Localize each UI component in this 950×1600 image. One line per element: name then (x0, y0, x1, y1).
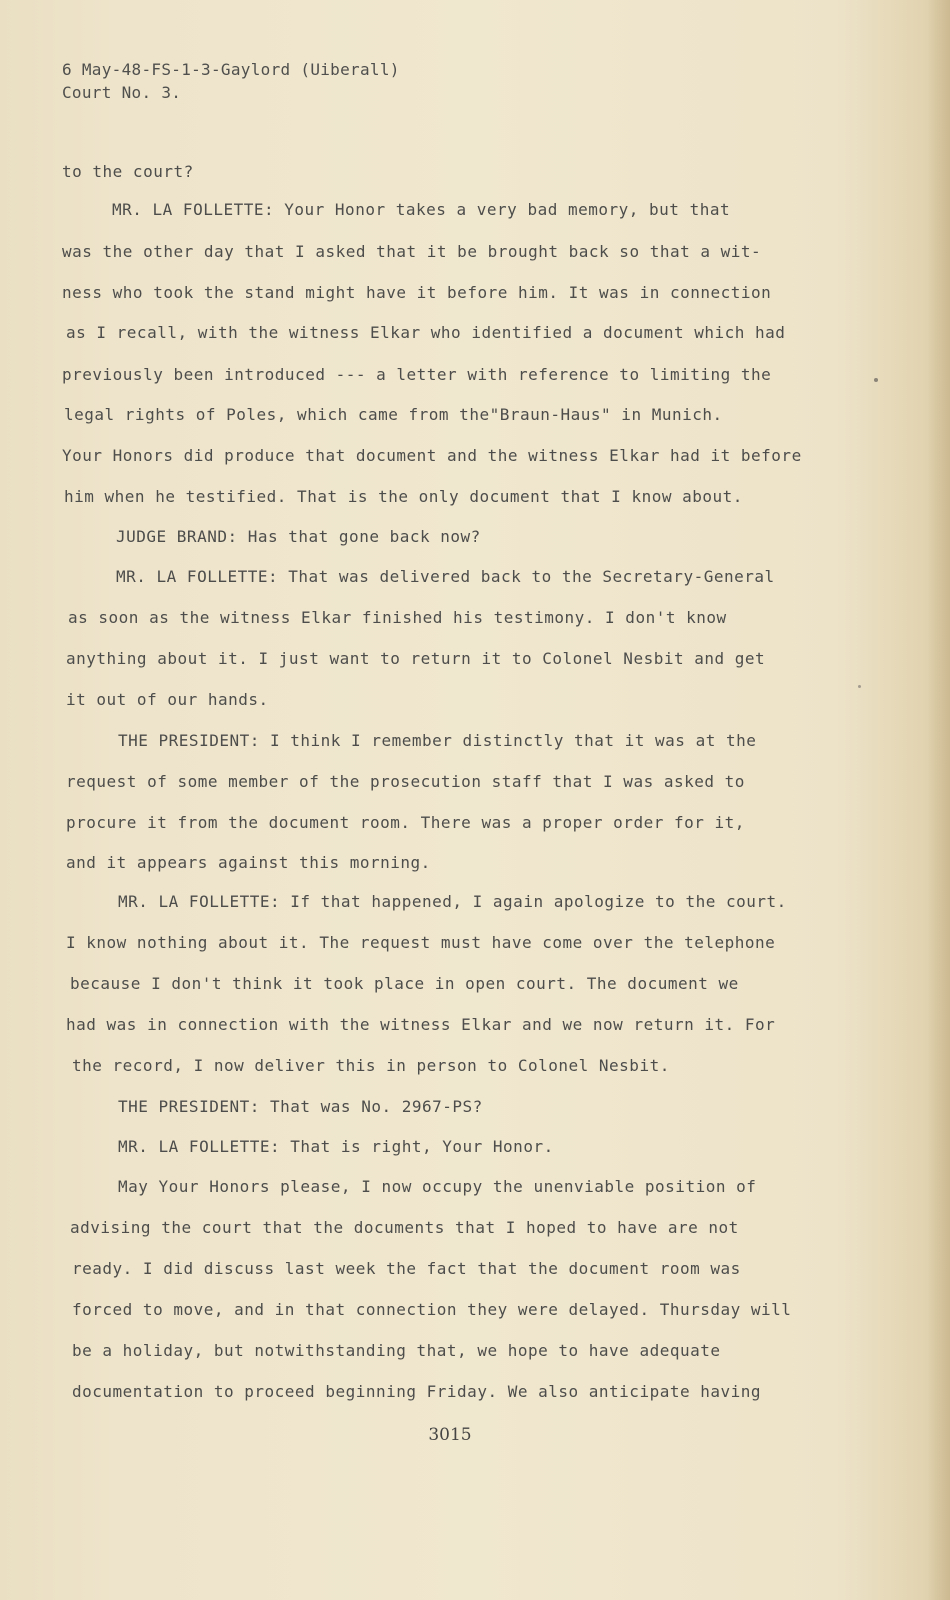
text-line: I know nothing about it. The request must have come over the telephone (66, 933, 776, 952)
text-line: because I don't think it took place in open court. The document we (70, 974, 739, 993)
text-line: MR. LA FOLLETTE: Your Honor takes a very bad memory, but that (112, 200, 731, 219)
text-line: had was in connection with the witness Elkar and we now return it. For (66, 1015, 776, 1034)
text-line: procure it from the document room. There was a proper order for it, (66, 813, 745, 832)
text-line: was the other day that I asked that it be brought back so that a wit- (62, 242, 762, 261)
text-line: the record, I now deliver this in person to Colonel Nesbit. (72, 1056, 670, 1075)
text-line: Your Honors did produce that document and the witness Elkar had it before (62, 446, 802, 465)
text-line: THE PRESIDENT: I think I remember distinctly that it was at the (118, 731, 757, 750)
page-number: 3015 (428, 1425, 472, 1445)
text-line: legal rights of Poles, which came from the"Braun-Haus" in Munich. (64, 405, 723, 424)
text-line: as soon as the witness Elkar finished his testimony. I don't know (68, 608, 727, 627)
text-line: him when he testified. That is the only document that I know about. (64, 487, 743, 506)
text-line: May Your Honors please, I now occupy the unenviable position of (118, 1177, 757, 1196)
header-line-2: Court No. 3. (62, 83, 182, 102)
document-header (62, 58, 400, 104)
page-edge-shadow (928, 0, 950, 1600)
text-line: anything about it. I just want to return it to Colonel Nesbit and get (66, 649, 766, 668)
text-line: previously been introduced --- a letter with reference to limiting the (62, 365, 772, 384)
text-line: advising the court that the documents that I hoped to have are not (70, 1218, 739, 1237)
text-line: MR. LA FOLLETTE: That is right, Your Honor. (118, 1137, 554, 1156)
text-line: be a holiday, but notwithstanding that, we hope to have adequate (72, 1341, 721, 1360)
text-line: JUDGE BRAND: Has that gone back now? (116, 527, 481, 546)
text-line: it out of our hands. (66, 690, 269, 709)
text-line: to the court? (62, 162, 194, 181)
text-line: forced to move, and in that connection they were delayed. Thursday will (72, 1300, 792, 1319)
text-line: ness who took the stand might have it before him. It was in connection (62, 283, 772, 302)
paper-speck (858, 685, 861, 688)
text-line: as I recall, with the witness Elkar who identified a document which had (66, 323, 786, 342)
text-line: ready. I did discuss last week the fact that the document room was (72, 1259, 741, 1278)
text-line: MR. LA FOLLETTE: If that happened, I again apologize to the court. (118, 892, 787, 911)
paper-speck (874, 378, 878, 382)
text-line: request of some member of the prosecution staff that I was asked to (66, 772, 745, 791)
text-line: documentation to proceed beginning Friday. We also anticipate having (72, 1382, 762, 1401)
text-line: THE PRESIDENT: That was No. 2967-PS? (118, 1097, 483, 1116)
header-line-1: 6 May-48-FS-1-3-Gaylord (Uiberall) (62, 60, 400, 79)
text-line: and it appears against this morning. (66, 853, 431, 872)
text-line: MR. LA FOLLETTE: That was delivered back to the Secretary-General (116, 567, 775, 586)
